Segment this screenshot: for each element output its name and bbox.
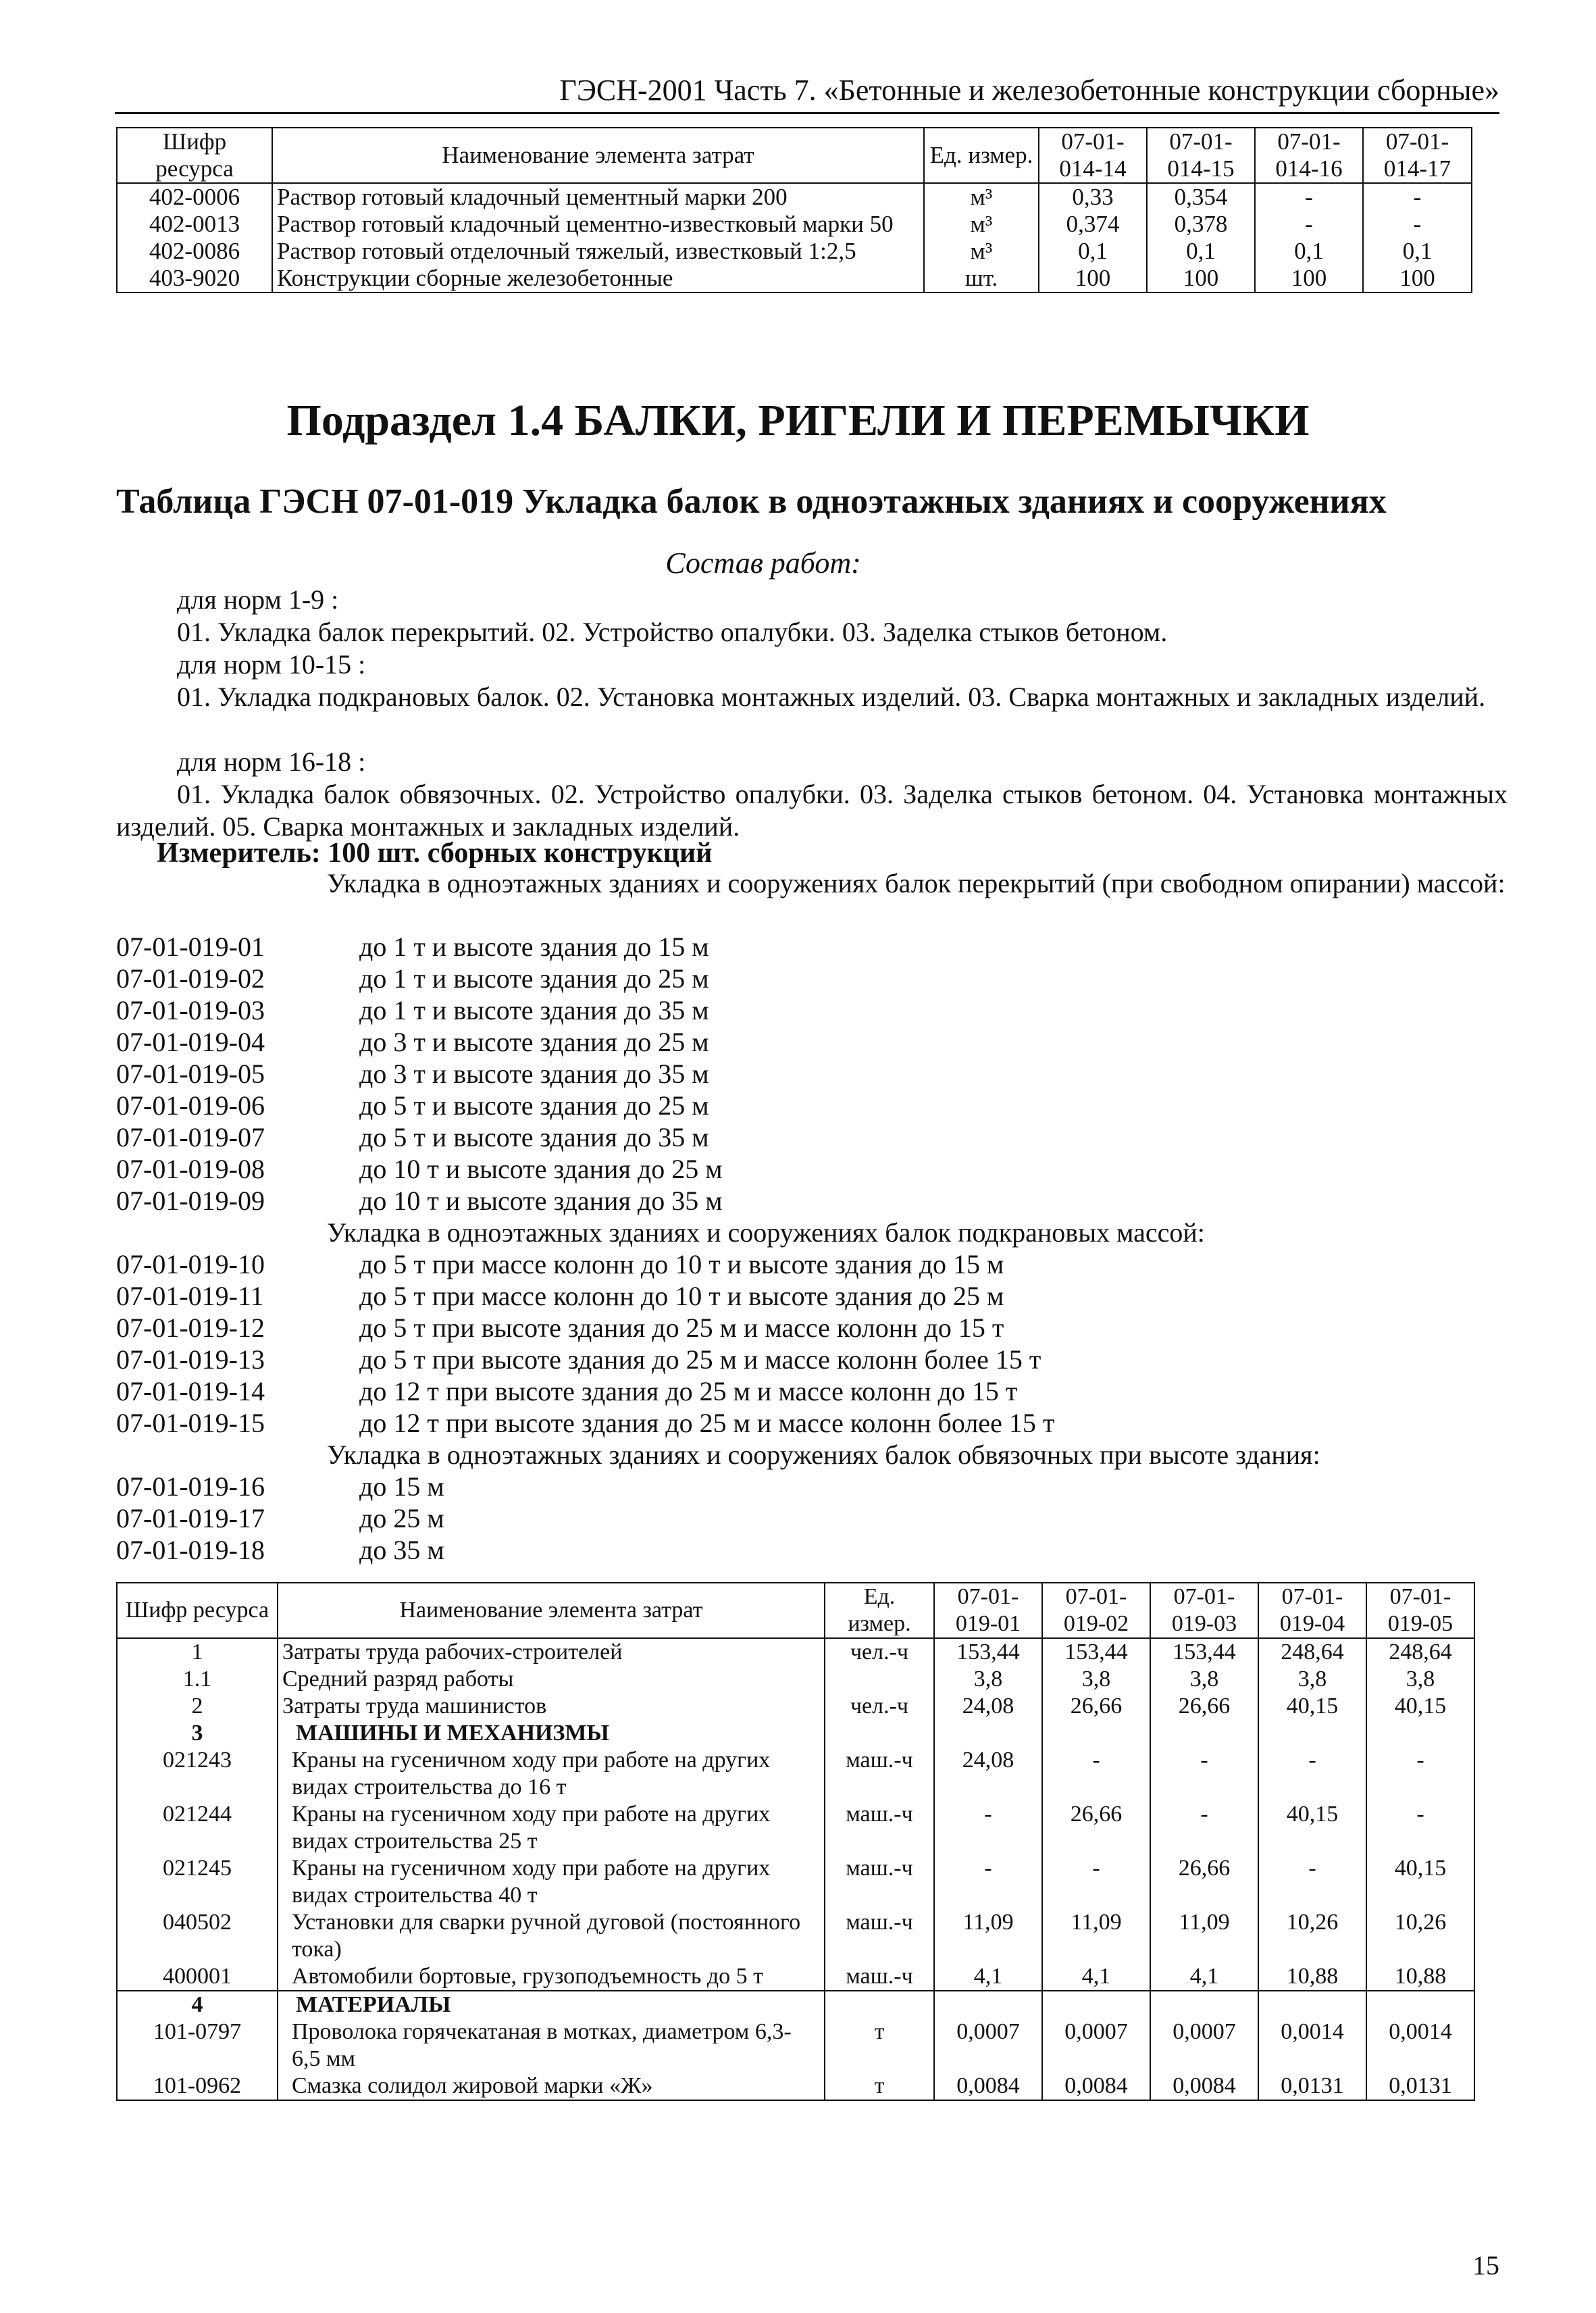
column-header: Ед. измер. [825, 1583, 934, 1638]
norm-code: 07-01-019-12 [116, 1313, 265, 1343]
value-cell: 0,33 [1039, 183, 1147, 211]
table-section-row [117, 1991, 1474, 2018]
norm-text: до 5 т при массе колонн до 10 т и высоте здания до 25 м [359, 1281, 1004, 1311]
resource-name: Средний разряд работы [278, 1666, 825, 1693]
empty-cell [1042, 1991, 1150, 2018]
norm-text: до 5 т при высоте здания до 25 м и массе колонн до 15 т [359, 1313, 1004, 1343]
value-cell: 0,0084 [934, 2073, 1042, 2100]
norm-code: 07-01-019-18 [116, 1535, 265, 1565]
table-header-row [117, 1583, 1474, 1638]
value-cell: 11,09 [1150, 1909, 1258, 1963]
section-title: МАТЕРИАЛЫ [278, 1991, 825, 2018]
norm-code: 07-01-019-08 [116, 1154, 265, 1184]
resource-code: 021244 [117, 1801, 278, 1855]
value-cell: - [934, 1855, 1042, 1909]
resource-table [116, 1582, 1475, 2101]
page-number: 15 [1472, 2250, 1499, 2281]
value-cell: 4,1 [1150, 1963, 1258, 1991]
norm-text: до 3 т и высоте здания до 25 м [359, 1027, 709, 1057]
value-cell: - [1042, 1747, 1150, 1801]
value-cell: 24,08 [934, 1747, 1042, 1801]
column-header: 07-01-014-17 [1363, 128, 1472, 183]
resource-name: Раствор готовый кладочный цементно-известковый марки 50 [272, 211, 924, 238]
value-cell: 0,0014 [1258, 2018, 1366, 2073]
measure-unit: Измеритель: 100 шт. сборных конструкций [157, 838, 713, 869]
norm-code: 07-01-019-04 [116, 1027, 265, 1057]
column-header: 07-01-014-16 [1255, 128, 1363, 183]
value-cell: 0,1 [1255, 238, 1363, 265]
norm-text: до 35 м [359, 1535, 444, 1565]
norm-code: 07-01-019-05 [116, 1059, 265, 1089]
empty-cell [1366, 1991, 1474, 2018]
table-row [117, 238, 1472, 265]
norm-code: 07-01-019-09 [116, 1186, 265, 1216]
resource-name: Установки для сварки ручной дуговой (постоянного тока) [278, 1909, 825, 1963]
value-cell: 0,0007 [1042, 2018, 1150, 2073]
work-description: 01. Укладка балок обвязочных. 02. Устройство опалубки. 03. Заделка стыков бетоном. 04. Установка монтажных изделий. 05. Сварка монтажных и закладных изделий. [116, 779, 1508, 842]
value-cell: 24,08 [934, 1693, 1042, 1720]
resource-name: Смазка солидол жировой марки «Ж» [278, 2073, 825, 2100]
resource-unit: чел.-ч [825, 1693, 934, 1720]
resource-name: Краны на гусеничном ходу при работе на других видах строительства 25 т [278, 1801, 825, 1855]
value-cell: 153,44 [934, 1638, 1042, 1666]
empty-cell [1258, 1720, 1366, 1747]
table-row [117, 2073, 1474, 2100]
table-section-row [117, 1720, 1474, 1747]
column-header: 07-01-019-03 [1150, 1583, 1258, 1638]
value-cell: 10,88 [1258, 1963, 1366, 1991]
value-cell: - [934, 1801, 1042, 1855]
value-cell: 0,1 [1039, 238, 1147, 265]
column-header: Наименование элемента затрат [272, 128, 924, 183]
resource-unit: м³ [924, 211, 1039, 238]
value-cell: 26,66 [1150, 1693, 1258, 1720]
empty-cell [825, 1991, 934, 2018]
norm-text: до 5 т и высоте здания до 35 м [359, 1122, 709, 1152]
table-title: Таблица ГЭСН 07-01-019 Укладка балок в одноэтажных зданиях и сооружениях [116, 482, 1387, 521]
value-cell: - [1255, 211, 1363, 238]
column-header: 07-01-019-02 [1042, 1583, 1150, 1638]
column-header: 07-01-019-01 [934, 1583, 1042, 1638]
norm-code: 07-01-019-03 [116, 995, 265, 1025]
value-cell: 3,8 [934, 1666, 1042, 1693]
norm-group-heading: Укладка в одноэтажных зданиях и сооружениях балок обвязочных при высоте здания: [327, 1440, 1320, 1470]
norm-text: до 1 т и высоте здания до 35 м [359, 995, 709, 1025]
resource-table-continued [116, 127, 1472, 293]
empty-cell [1258, 1991, 1366, 2018]
resource-code: 402-0013 [117, 211, 272, 238]
column-header: Шифр ресурса [117, 128, 272, 183]
resource-unit: т [825, 2073, 934, 2100]
subsection-title: Подраздел 1.4 БАЛКИ, РИГЕЛИ И ПЕРЕМЫЧКИ [286, 396, 1310, 445]
resource-unit: шт. [924, 265, 1039, 293]
column-header: 07-01-014-14 [1039, 128, 1147, 183]
value-cell: 0,0131 [1258, 2073, 1366, 2100]
resource-unit: маш.-ч [825, 1855, 934, 1909]
section-number: 3 [117, 1720, 278, 1747]
norm-code: 07-01-019-07 [116, 1122, 265, 1152]
norm-text: до 5 т и высоте здания до 25 м [359, 1090, 709, 1121]
value-cell: - [1150, 1801, 1258, 1855]
empty-cell [934, 1720, 1042, 1747]
value-cell: 26,66 [1042, 1693, 1150, 1720]
value-cell: 0,374 [1039, 211, 1147, 238]
resource-name: Раствор готовый отделочный тяжелый, известковый 1:2,5 [272, 238, 924, 265]
table-row [117, 2018, 1474, 2073]
composition-title: Состав работ: [665, 547, 861, 580]
value-cell: - [1363, 183, 1472, 211]
norm-text: до 12 т при высоте здания до 25 м и массе колонн более 15 т [359, 1408, 1055, 1438]
value-cell: 10,26 [1366, 1909, 1474, 1963]
resource-unit: маш.-ч [825, 1801, 934, 1855]
value-cell: 153,44 [1150, 1638, 1258, 1666]
value-cell: - [1258, 1747, 1366, 1801]
resource-unit: м³ [924, 238, 1039, 265]
resource-code: 101-0962 [117, 2073, 278, 2100]
resource-unit: т [825, 2018, 934, 2073]
norm-text: до 5 т при массе колонн до 10 т и высоте здания до 15 м [359, 1249, 1004, 1279]
value-cell: 3,8 [1366, 1666, 1474, 1693]
table-row [117, 1747, 1474, 1801]
table-header-row [117, 128, 1472, 183]
resource-name: Раствор готовый кладочный цементный марки 200 [272, 183, 924, 211]
value-cell: 26,66 [1042, 1801, 1150, 1855]
empty-cell [1150, 1991, 1258, 2018]
norm-code: 07-01-019-06 [116, 1090, 265, 1121]
norm-code: 07-01-019-02 [116, 963, 265, 994]
empty-cell [1042, 1720, 1150, 1747]
norm-text: до 5 т при высоте здания до 25 м и массе колонн более 15 т [359, 1344, 1041, 1375]
norm-range-label: для норм 1-9 : [177, 584, 339, 615]
norm-group-heading: Укладка в одноэтажных зданиях и сооружениях балок подкрановых массой: [327, 1217, 1205, 1248]
empty-cell [1150, 1720, 1258, 1747]
norm-text: до 10 т и высоте здания до 25 м [359, 1154, 723, 1184]
value-cell: 3,8 [1258, 1666, 1366, 1693]
norm-text: до 25 м [359, 1503, 444, 1533]
column-header: 07-01-019-05 [1366, 1583, 1474, 1638]
norm-code: 07-01-019-17 [116, 1503, 265, 1533]
table-row [117, 1855, 1474, 1909]
section-title: МАШИНЫ И МЕХАНИЗМЫ [278, 1720, 825, 1747]
norm-text: до 1 т и высоте здания до 25 м [359, 963, 709, 994]
value-cell: 11,09 [934, 1909, 1042, 1963]
resource-code: 402-0006 [117, 183, 272, 211]
column-header: Наименование элемента затрат [278, 1583, 825, 1638]
norm-code: 07-01-019-10 [116, 1249, 265, 1279]
resource-unit: чел.-ч [825, 1638, 934, 1666]
norm-group-heading: Укладка в одноэтажных зданиях и сооружениях балок перекрытий (при свободном опирании) массой: [327, 868, 1505, 898]
resource-code: 021243 [117, 1747, 278, 1801]
value-cell: 100 [1039, 265, 1147, 293]
value-cell: 0,0084 [1042, 2073, 1150, 2100]
resource-unit: маш.-ч [825, 1963, 934, 1991]
value-cell: 248,64 [1258, 1638, 1366, 1666]
resource-name: Затраты труда рабочих-строителей [278, 1638, 825, 1666]
table-row [117, 183, 1472, 211]
resource-name: Краны на гусеничном ходу при работе на других видах строительства до 16 т [278, 1747, 825, 1801]
table-row [117, 1666, 1474, 1693]
table-row [117, 1693, 1474, 1720]
work-description: 01. Укладка балок перекрытий. 02. Устройство опалубки. 03. Заделка стыков бетоном. [177, 617, 1168, 647]
norm-code: 07-01-019-15 [116, 1408, 265, 1438]
resource-name: Затраты труда машинистов [278, 1693, 825, 1720]
norm-range-label: для норм 10-15 : [177, 649, 366, 680]
value-cell: 153,44 [1042, 1638, 1150, 1666]
work-description: 01. Укладка подкрановых балок. 02. Установка монтажных изделий. 03. Сварка монтажных и закладных изделий. [177, 682, 1486, 712]
resource-name: Проволока горячекатаная в мотках, диаметром 6,3-6,5 мм [278, 2018, 825, 2073]
value-cell: 100 [1363, 265, 1472, 293]
value-cell: 0,378 [1147, 211, 1255, 238]
norm-code: 07-01-019-16 [116, 1471, 265, 1502]
value-cell: 40,15 [1366, 1855, 1474, 1909]
norm-text: до 15 м [359, 1471, 444, 1502]
norm-text: до 10 т и высоте здания до 35 м [359, 1186, 723, 1216]
value-cell: 10,88 [1366, 1963, 1474, 1991]
table-row [117, 1963, 1474, 1991]
empty-cell [1366, 1720, 1474, 1747]
resource-code: 2 [117, 1693, 278, 1720]
value-cell: 3,8 [1042, 1666, 1150, 1693]
value-cell: 4,1 [1042, 1963, 1150, 1991]
resource-name: Краны на гусеничном ходу при работе на других видах строительства 40 т [278, 1855, 825, 1909]
norm-range-label: для норм 16-18 : [177, 746, 366, 777]
value-cell: 11,09 [1042, 1909, 1150, 1963]
value-cell: 3,8 [1150, 1666, 1258, 1693]
value-cell: 26,66 [1150, 1855, 1258, 1909]
table-row [117, 211, 1472, 238]
header-divider [115, 112, 1499, 114]
value-cell: 0,354 [1147, 183, 1255, 211]
resource-code: 021245 [117, 1855, 278, 1909]
norm-code: 07-01-019-01 [116, 932, 265, 962]
value-cell: - [1255, 183, 1363, 211]
value-cell: 0,0007 [934, 2018, 1042, 2073]
running-header: ГЭСН-2001 Часть 7. «Бетонные и железобетонные конструкции сборные» [559, 74, 1499, 107]
value-cell: 100 [1255, 265, 1363, 293]
section-number: 4 [117, 1991, 278, 2018]
value-cell: 0,0014 [1366, 2018, 1474, 2073]
resource-name: Конструкции сборные железобетонные [272, 265, 924, 293]
norm-text: до 3 т и высоте здания до 35 м [359, 1059, 709, 1089]
value-cell: 40,15 [1366, 1693, 1474, 1720]
value-cell: 4,1 [934, 1963, 1042, 1991]
resource-code: 402-0086 [117, 238, 272, 265]
norm-code: 07-01-019-13 [116, 1344, 265, 1375]
column-header: 07-01-019-04 [1258, 1583, 1366, 1638]
resource-code: 101-0797 [117, 2018, 278, 2073]
resource-code: 403-9020 [117, 265, 272, 293]
resource-code: 1.1 [117, 1666, 278, 1693]
resource-code: 040502 [117, 1909, 278, 1963]
resource-unit: маш.-ч [825, 1747, 934, 1801]
value-cell: - [1150, 1747, 1258, 1801]
norm-code: 07-01-019-11 [116, 1281, 264, 1311]
norm-text: до 1 т и высоте здания до 15 м [359, 932, 709, 962]
table-row [117, 1801, 1474, 1855]
table-row [117, 1638, 1474, 1666]
value-cell: 10,26 [1258, 1909, 1366, 1963]
column-header: Шифр ресурса [117, 1583, 278, 1638]
resource-unit [825, 1666, 934, 1693]
value-cell: 40,15 [1258, 1693, 1366, 1720]
resource-code: 1 [117, 1638, 278, 1666]
value-cell: 0,1 [1147, 238, 1255, 265]
value-cell: 40,15 [1258, 1801, 1366, 1855]
empty-cell [825, 1720, 934, 1747]
value-cell: - [1363, 211, 1472, 238]
column-header: Ед. измер. [924, 128, 1039, 183]
value-cell: 100 [1147, 265, 1255, 293]
value-cell: - [1042, 1855, 1150, 1909]
column-header: 07-01-014-15 [1147, 128, 1255, 183]
value-cell: 0,0084 [1150, 2073, 1258, 2100]
value-cell: 0,1 [1363, 238, 1472, 265]
value-cell: 0,0007 [1150, 2018, 1258, 2073]
value-cell: - [1258, 1855, 1366, 1909]
table-row [117, 1909, 1474, 1963]
value-cell: 0,0131 [1366, 2073, 1474, 2100]
resource-unit: м³ [924, 183, 1039, 211]
resource-unit: маш.-ч [825, 1909, 934, 1963]
value-cell: - [1366, 1801, 1474, 1855]
resource-name: Автомобили бортовые, грузоподъемность до 5 т [278, 1963, 825, 1991]
empty-cell [934, 1991, 1042, 2018]
value-cell: - [1366, 1747, 1474, 1801]
table-row [117, 265, 1472, 293]
norm-text: до 12 т при высоте здания до 25 м и массе колонн до 15 т [359, 1376, 1018, 1406]
norm-code: 07-01-019-14 [116, 1376, 265, 1406]
resource-code: 400001 [117, 1963, 278, 1991]
value-cell: 248,64 [1366, 1638, 1474, 1666]
